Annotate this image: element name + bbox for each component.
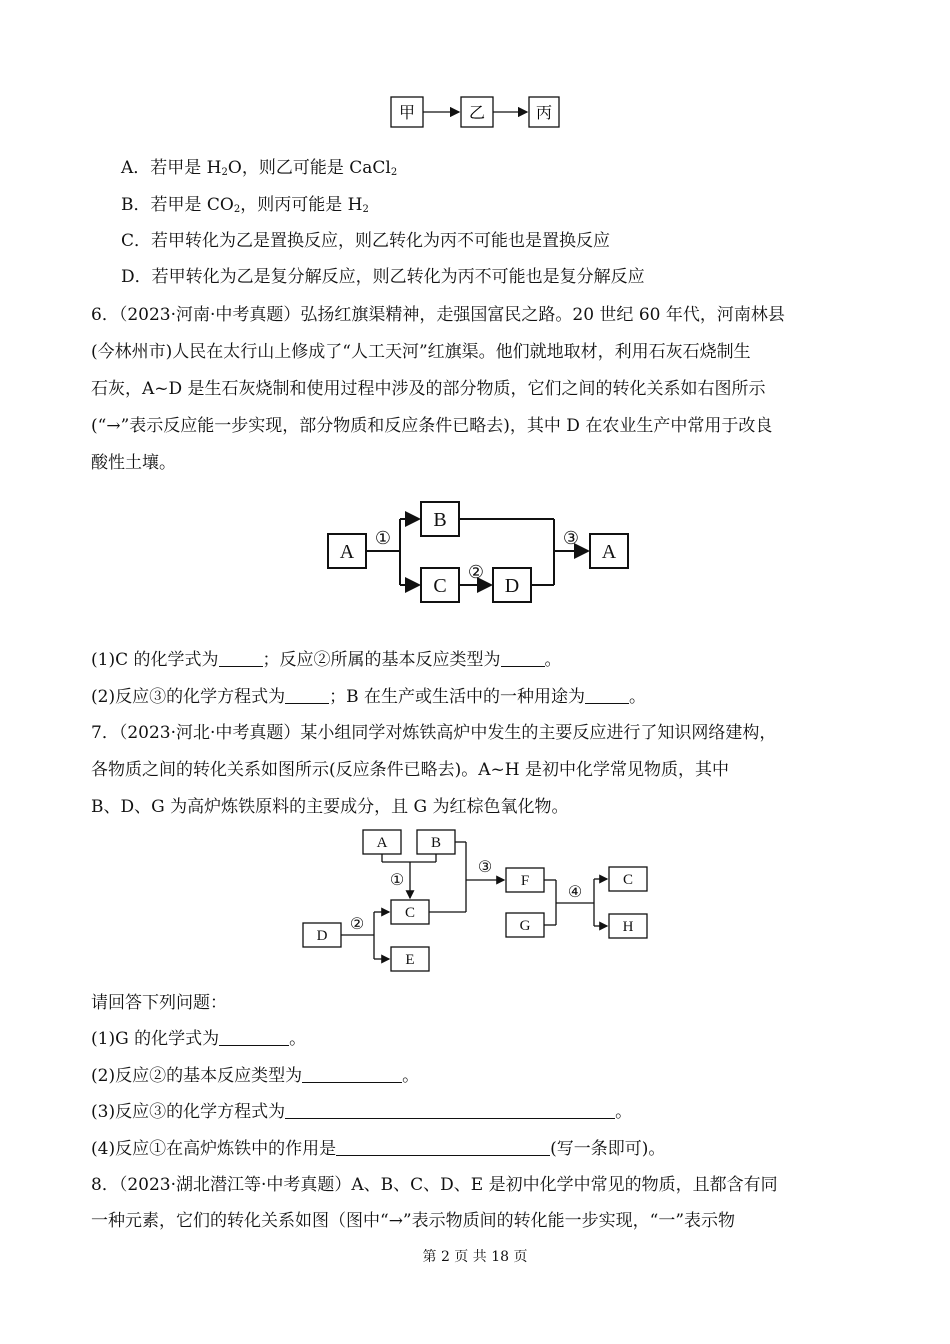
node-b-label: B	[433, 509, 447, 531]
q7-intro: 请回答下列问题：	[91, 993, 227, 1013]
answer-blank[interactable]	[336, 1139, 550, 1156]
q8-line-1: 8．（2023·湖北潜江等·中考真题）A、B、C、D、E 是初中化学中常见的物质，且都含有同	[91, 1175, 778, 1195]
q7-line-2: 各物质之间的转化关系如图所示(反应条件已略去)。A~H 是初中化学常见物质，其中	[91, 760, 730, 780]
q5-option-d: D．若甲转化为乙是复分解反应，则乙转化为丙不可能也是复分解反应	[121, 267, 645, 287]
node-c-right-label: C	[622, 872, 634, 888]
node-a-label: A	[376, 835, 388, 851]
q6-sub-1: (1)C 的化学式为 ；反应②所属的基本反应类型为 。	[91, 650, 562, 670]
diagram-blast-furnace	[298, 826, 654, 976]
node-a-right-label: A	[601, 541, 617, 563]
node-a-left-label: A	[339, 541, 355, 563]
reaction-1-label: ①	[389, 872, 405, 889]
node-f-label: F	[520, 873, 530, 889]
q7-line-1: 7．（2023·河北·中考真题）某小组同学对炼铁高炉中发生的主要反应进行了知识网络建构，	[91, 723, 777, 743]
node-g-label: G	[519, 918, 531, 934]
q6-line-1: 6．（2023·河南·中考真题）弘扬红旗渠精神，走强国富民之路。20 世纪 60 年代，河南林县	[91, 305, 785, 325]
q5-option-a: A．若甲是 $H_2O$，则乙可能是 CaCl$_2$	[121, 158, 398, 178]
q5-option-b: B．若甲是 $CO_2$，则丙可能是 $H_2$	[121, 195, 369, 215]
answer-blank[interactable]	[585, 687, 629, 704]
q7-sub-4: (4)反应①在高炉炼铁中的作用是 (写一条即可)。	[91, 1139, 666, 1159]
reaction-1-label: ①	[374, 528, 392, 548]
q5-option-c: C．若甲转化为乙是置换反应，则乙转化为丙不可能也是置换反应	[121, 231, 611, 251]
q6-line-5: 酸性土壤。	[91, 453, 176, 473]
q7-sub-1: (1)G 的化学式为 。	[91, 1029, 307, 1049]
node-h-label: H	[622, 919, 634, 935]
node-bing-label: 丙	[535, 105, 553, 122]
node-b-label: B	[430, 835, 442, 851]
answer-blank[interactable]	[219, 1029, 289, 1046]
diagram-jia-yi-bing	[385, 92, 565, 132]
q7-line-3: B、D、G 为高炉炼铁原料的主要成分，且 G 为红棕色氧化物。	[91, 797, 569, 817]
answer-blank[interactable]	[285, 687, 329, 704]
diagram-limestone	[320, 497, 640, 609]
page-footer: 第 2 页 共 18 页	[422, 1249, 528, 1265]
q6-line-2: (今林州市)人民在太行山上修成了“人工天河”红旗渠。他们就地取材，利用石灰石烧制生	[91, 342, 751, 362]
reaction-3-label: ③	[477, 859, 493, 876]
node-d-label: D	[316, 928, 328, 944]
q7-sub-2: (2)反应②的基本反应类型为 。	[91, 1066, 420, 1086]
node-yi-label: 乙	[468, 105, 486, 122]
node-e-label: E	[405, 952, 415, 968]
reaction-2-label: ②	[349, 916, 365, 933]
answer-blank[interactable]	[285, 1102, 615, 1119]
node-jia-label: 甲	[398, 105, 416, 122]
reaction-3-label: ③	[562, 528, 580, 548]
q6-sub-2: (2)反应③的化学方程式为 ；B 在生产或生活中的一种用途为 。	[91, 687, 646, 707]
answer-blank[interactable]	[302, 1066, 402, 1083]
reaction-2-label: ②	[467, 562, 485, 582]
q6-line-4: (“→”表示反应能一步实现，部分物质和反应条件已略去)，其中 D 在农业生产中常用于改良	[91, 416, 773, 436]
answer-blank[interactable]	[219, 650, 263, 667]
q7-sub-3: (3)反应③的化学方程式为 。	[91, 1102, 633, 1122]
node-d-label: D	[504, 575, 520, 597]
node-c-left-label: C	[404, 905, 416, 921]
q8-line-2: 一种元素，它们的转化关系如图（图中“→”表示物质间的转化能一步实现，“一”表示物	[91, 1211, 736, 1231]
node-c-label: C	[433, 575, 447, 597]
answer-blank[interactable]	[501, 650, 545, 667]
q6-line-3: 石灰，A~D 是生石灰烧制和使用过程中涉及的部分物质，它们之间的转化关系如右图所示	[91, 379, 766, 399]
reaction-4-label: ④	[567, 884, 583, 901]
